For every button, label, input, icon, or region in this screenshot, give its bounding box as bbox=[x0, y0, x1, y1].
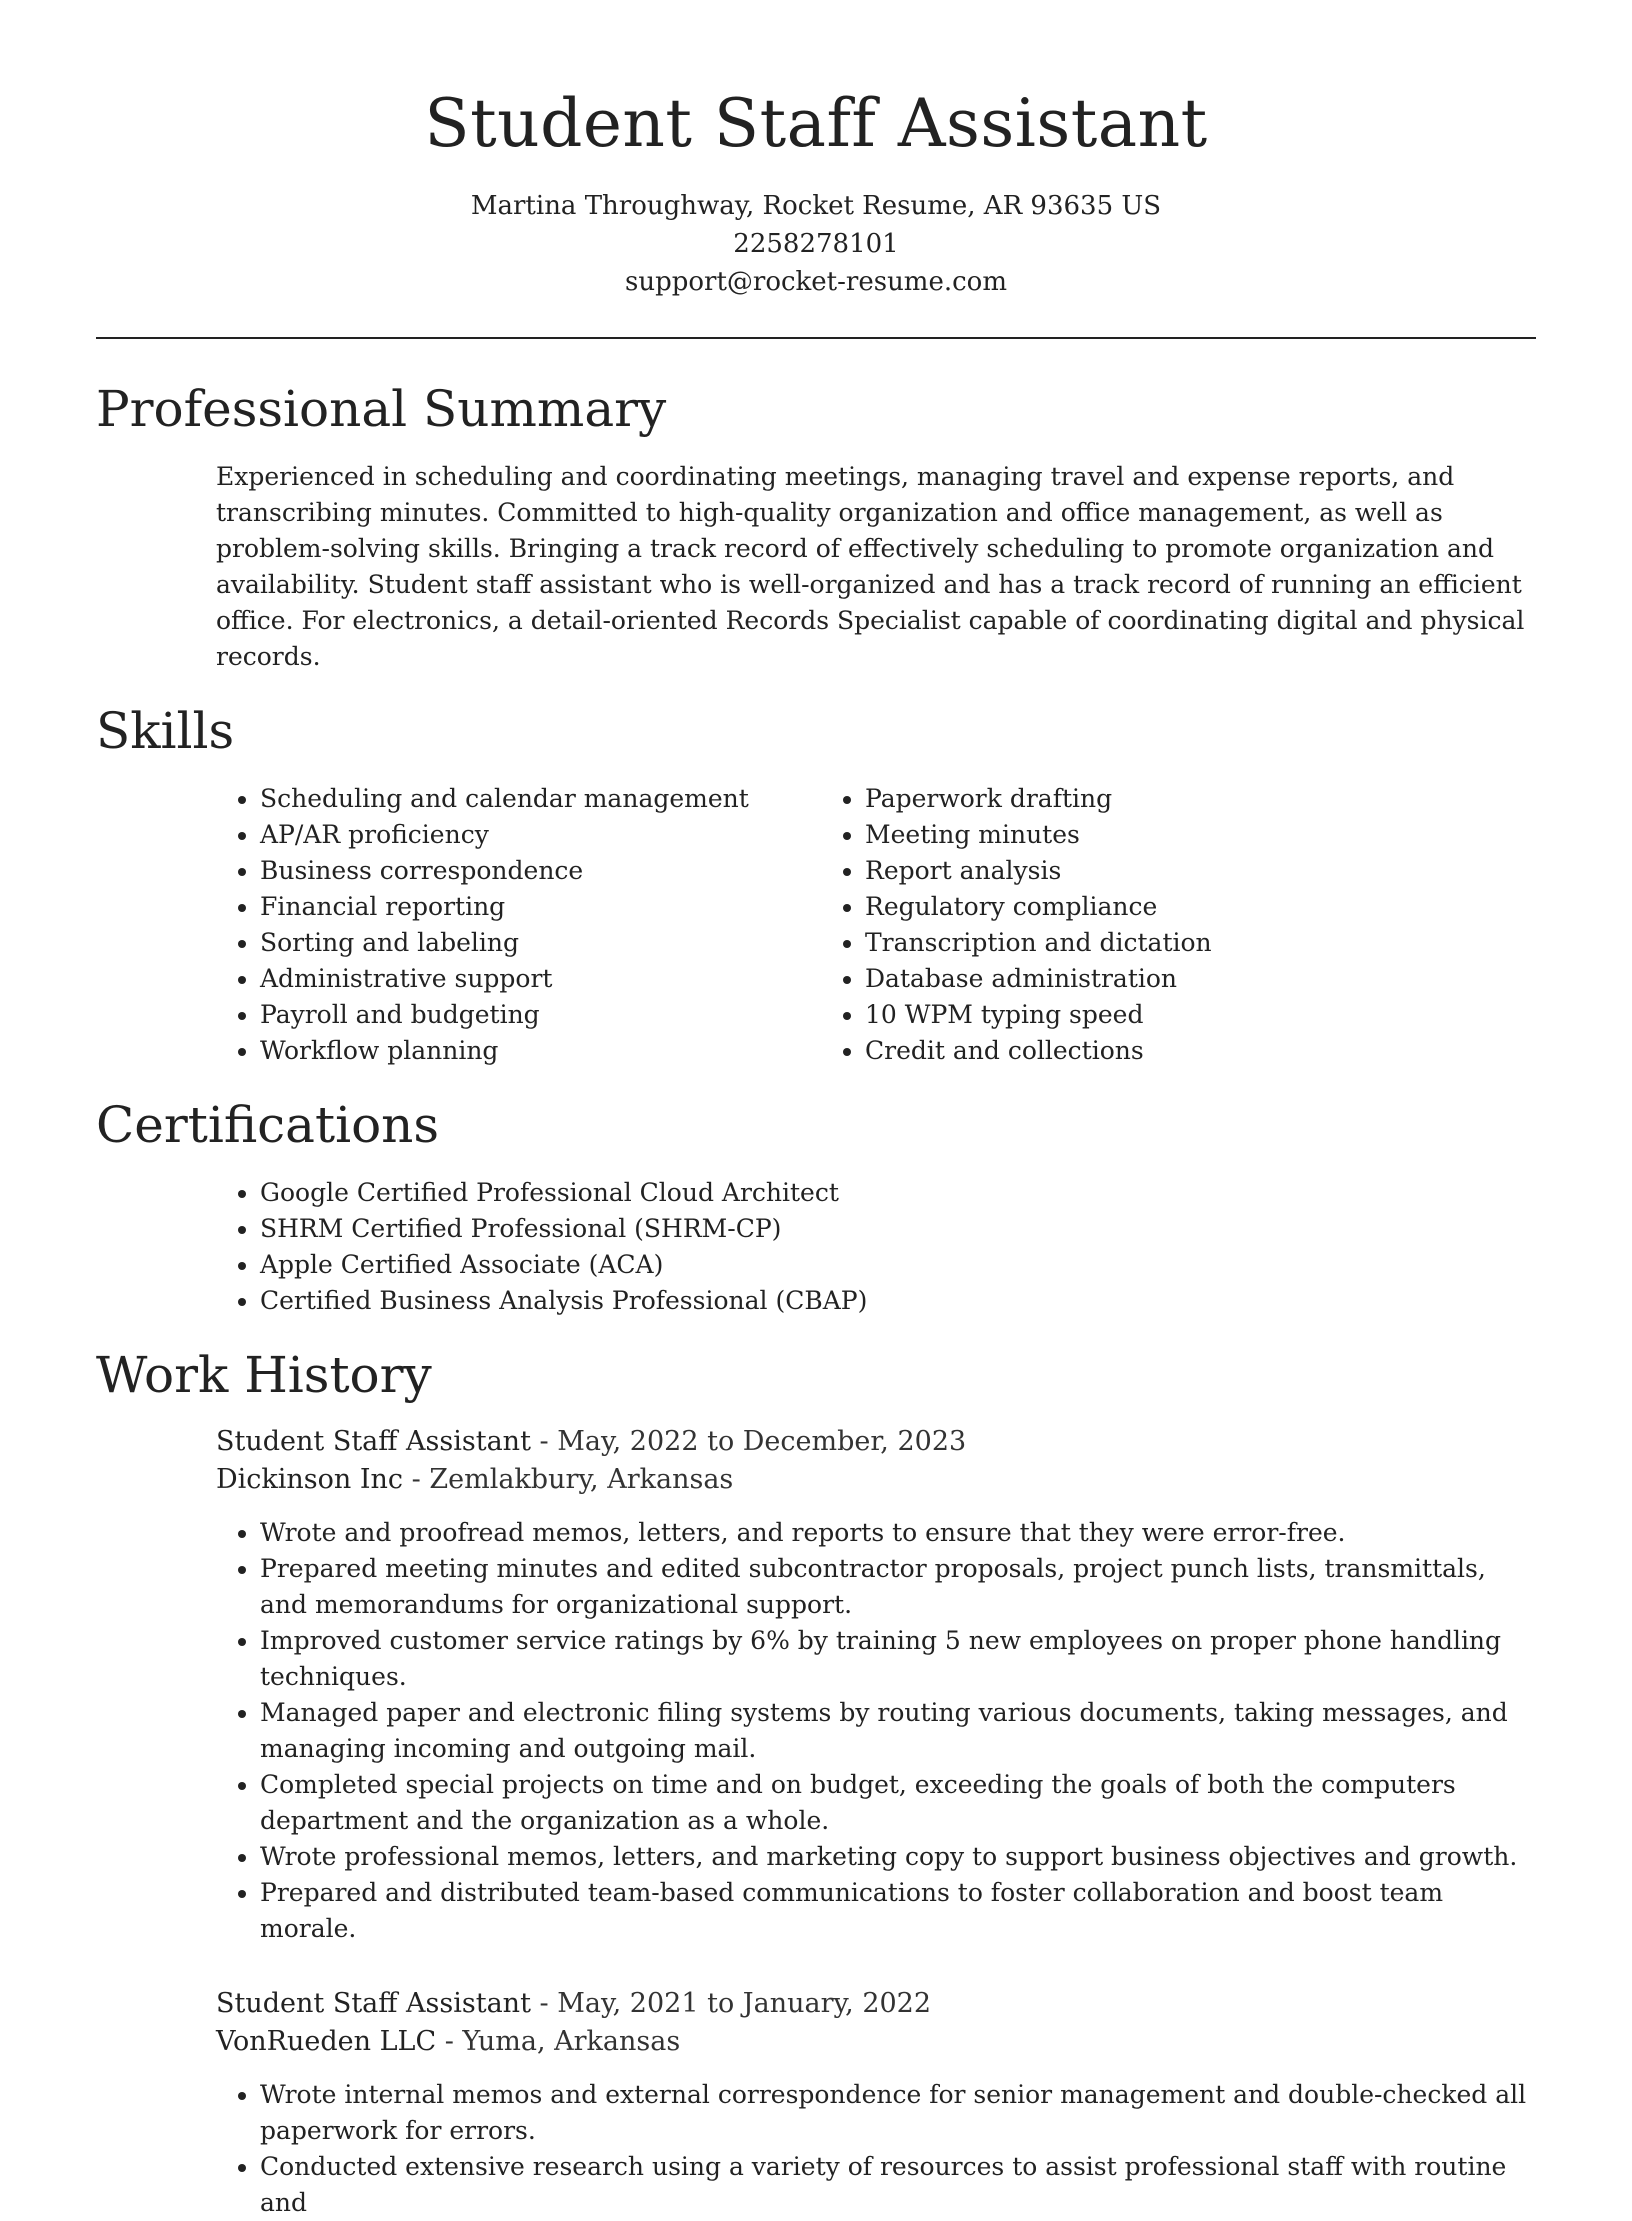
skills-section bbox=[96, 701, 1536, 1069]
summary-text: Experienced in scheduling and coordinating meetings, managing travel and expense reports, and transcribing minutes. Committed to high-quality organization and office management, as well as problem-solving skills. Bringing a track record of effectively scheduling to promote organization and availability. Student staff assistant who is well-organized and has a track record of running an efficient office. For electronics, a detail-oriented Records Specialist capable of coordinating digital and physical records. bbox=[216, 462, 1525, 672]
skill-item: • Paperwork drafting bbox=[865, 781, 1426, 817]
work-history-heading: Work History bbox=[96, 1346, 432, 1405]
job-dates: May, 2022 to December, 2023 bbox=[557, 1426, 967, 1458]
job-company-separator: - bbox=[436, 2026, 463, 2058]
job-entry bbox=[216, 1985, 1536, 2221]
skill-item: • Transcription and dictation bbox=[865, 925, 1426, 961]
contact-email: support@rocket-resume.com bbox=[624, 267, 1007, 298]
skill-item: • 10 WPM typing speed bbox=[865, 997, 1426, 1033]
certification-item: • Apple Certified Associate (ACA) bbox=[260, 1247, 1536, 1283]
job-bullets bbox=[216, 1515, 1536, 1947]
job-bullet: • Managed paper and electronic filing systems by routing various documents, taking messages, and managing incoming and outgoing mail. bbox=[260, 1695, 1536, 1767]
contact-block bbox=[96, 187, 1536, 301]
skill-item: • Regulatory compliance bbox=[865, 889, 1426, 925]
skills-columns bbox=[216, 781, 1536, 1069]
skill-item: • Administrative support bbox=[260, 961, 821, 997]
skill-item: • Report analysis bbox=[865, 853, 1426, 889]
certifications-list bbox=[216, 1175, 1536, 1319]
skill-item: • Business correspondence bbox=[260, 853, 821, 889]
job-location: Yuma, Arkansas bbox=[462, 2026, 681, 2058]
skill-item: • Scheduling and calendar management bbox=[260, 781, 821, 817]
skill-item: • Credit and collections bbox=[865, 1033, 1426, 1069]
contact-phone: 2258278101 bbox=[733, 229, 899, 260]
resume-header bbox=[96, 0, 1536, 301]
skill-item: • Database administration bbox=[865, 961, 1426, 997]
skill-item: • Payroll and budgeting bbox=[260, 997, 821, 1033]
certifications-heading: Certifications bbox=[96, 1096, 440, 1155]
job-bullet: • Wrote internal memos and external correspondence for senior management and double-checked all paperwork for errors. bbox=[260, 2077, 1536, 2149]
contact-address: Martina Throughway, Rocket Resume, AR 93635 US bbox=[470, 191, 1162, 222]
job-title-separator: - bbox=[530, 1988, 558, 2020]
job-title: Student Staff Assistant bbox=[216, 1426, 531, 1458]
summary-section bbox=[96, 379, 1536, 675]
job-location: Zemlakbury, Arkansas bbox=[429, 1464, 734, 1496]
certification-item: • Certified Business Analysis Professional (CBAP) bbox=[260, 1283, 1536, 1319]
job-dates: May, 2021 to January, 2022 bbox=[557, 1988, 932, 2020]
certifications-section bbox=[96, 1095, 1536, 1319]
skills-right-list bbox=[821, 781, 1426, 1069]
skill-item: • Workflow planning bbox=[260, 1033, 821, 1069]
job-bullets bbox=[216, 2077, 1536, 2221]
job-title-line bbox=[216, 1985, 1536, 2023]
job-bullet: • Wrote professional memos, letters, and marketing copy to support business objectives and growth. bbox=[260, 1839, 1536, 1875]
job-bullet: • Wrote and proofread memos, letters, and reports to ensure that they were error-free. bbox=[260, 1515, 1536, 1551]
job-title-line bbox=[216, 1423, 1536, 1461]
header-divider bbox=[96, 337, 1536, 339]
job-company-line bbox=[216, 2023, 1536, 2061]
skill-item: • AP/AR proficiency bbox=[260, 817, 821, 853]
certification-item: • SHRM Certified Professional (SHRM-CP) bbox=[260, 1211, 1536, 1247]
job-company: Dickinson Inc bbox=[216, 1464, 404, 1496]
certification-item: • Google Certified Professional Cloud Architect bbox=[260, 1175, 1536, 1211]
job-bullet: • Improved customer service ratings by 6% by training 5 new employees on proper phone handling techniques. bbox=[260, 1623, 1536, 1695]
job-entry bbox=[216, 1423, 1536, 1947]
job-bullet: • Completed special projects on time and on budget, exceeding the goals of both the computers department and the organization as a whole. bbox=[260, 1767, 1536, 1839]
skill-item: • Sorting and labeling bbox=[260, 925, 821, 961]
skills-heading: Skills bbox=[96, 702, 235, 761]
work-history-section bbox=[96, 1345, 1536, 2221]
job-company: VonRueden LLC bbox=[216, 2026, 437, 2058]
job-bullet: • Conducted extensive research using a variety of resources to assist professional staff with routine and bbox=[260, 2149, 1536, 2221]
summary-heading: Professional Summary bbox=[96, 380, 667, 439]
job-bullet: • Prepared and distributed team-based communications to foster collaboration and boost team morale. bbox=[260, 1875, 1536, 1947]
resume-title: Student Staff Assistant bbox=[424, 85, 1208, 162]
skill-item: • Financial reporting bbox=[260, 889, 821, 925]
skill-item: • Meeting minutes bbox=[865, 817, 1426, 853]
job-title-separator: - bbox=[530, 1426, 558, 1458]
skills-left-list bbox=[216, 781, 821, 1069]
job-bullet: • Prepared meeting minutes and edited subcontractor proposals, project punch lists, transmittals, and memorandums for organizational support. bbox=[260, 1551, 1536, 1623]
job-header bbox=[216, 1985, 1536, 2061]
job-company-line bbox=[216, 1461, 1536, 1499]
job-company-separator: - bbox=[403, 1464, 430, 1496]
job-title: Student Staff Assistant bbox=[216, 1988, 531, 2020]
job-header bbox=[216, 1423, 1536, 1499]
